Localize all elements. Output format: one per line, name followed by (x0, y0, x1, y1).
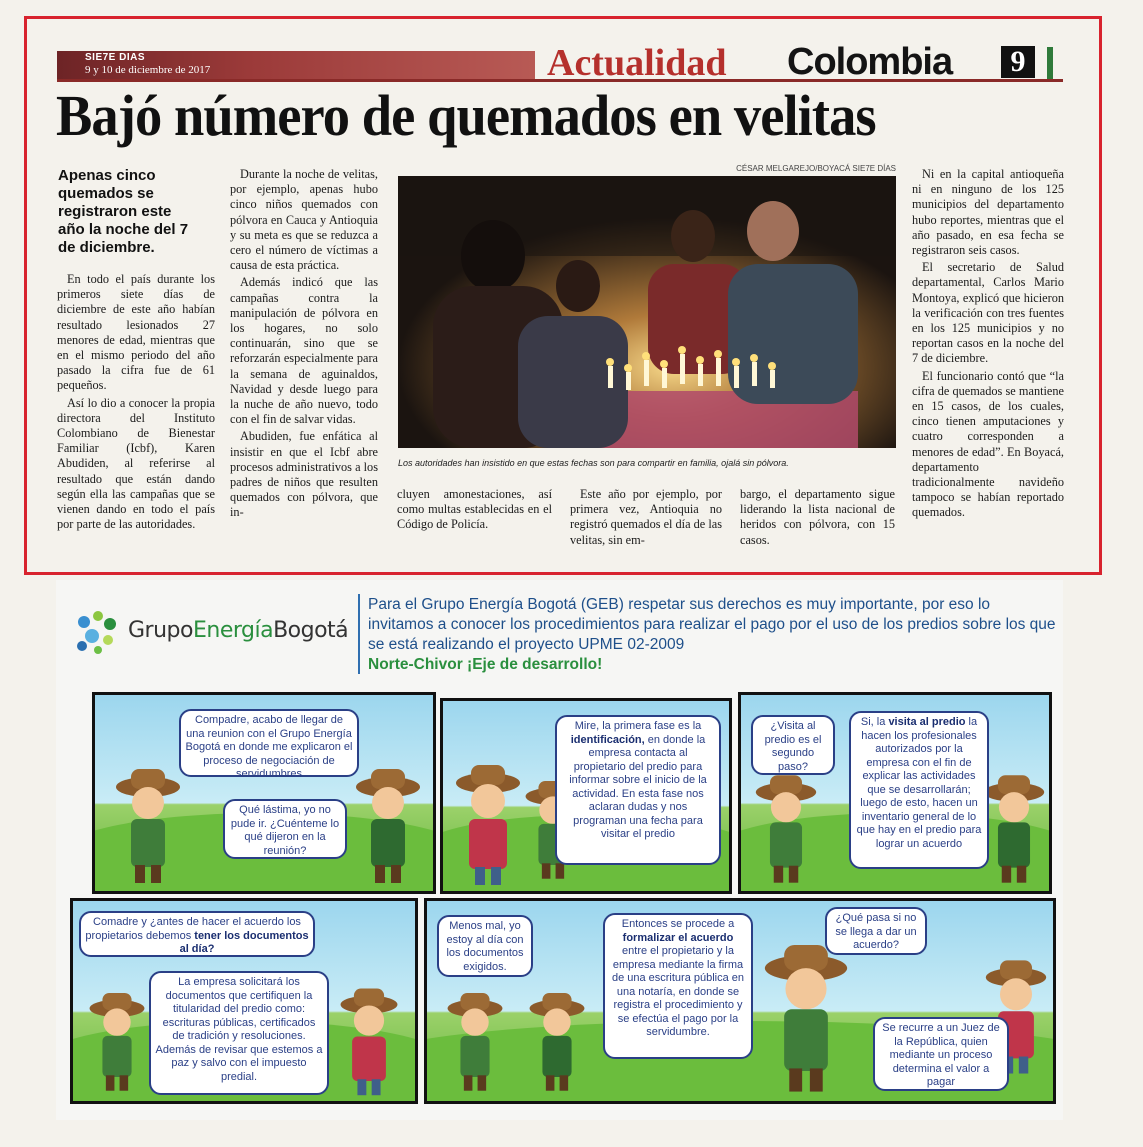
paragraph: El funcionario contó que “la cifra de quemados se mantiene en 15 casos, de los cuales, cinco tienen amputaciones y cuatro corresponden a menores de edad”. En Boyacá, departamento tradicionalmente navideño tampoco se habían reportado quemados. (912, 368, 1064, 520)
article-column-2 (230, 167, 378, 523)
farmer-icon (113, 765, 183, 885)
bubble-text: Comadre y ¿antes de hacer el acuerdo los propietarios debemos (85, 916, 301, 942)
comic-panel-2 (440, 698, 732, 894)
farmer-icon (753, 769, 819, 887)
bubble-text: en donde la empresa contacta al propietario del predio para informar sobre el inicio de la actividad. En esta fase nos aclaran dudas y nos programan una fecha para visitar el predio (569, 733, 707, 840)
speech-bubble: Compadre, acabo de llegar de una reunion con el Grupo Energía Bogotá en donde me explicaron el proceso de negociación de servidumbres (179, 709, 359, 777)
paragraph: Abudiden, fue enfática al insistir en que el Icbf abre procesos administrativos a los padres de niños que resulten quemados con pólvora, que in- (230, 429, 378, 520)
section-subtitle: Colombia (787, 41, 953, 83)
bubble-text: Mire, la primera fase es la (574, 720, 702, 732)
photo-credit: CÉSAR MELGAREJO/BOYACÁ SIE7E DÍAS (736, 164, 896, 173)
issue-date: 9 y 10 de diciembre de 2017 (85, 64, 211, 76)
bubble-emphasis: identificación, (570, 733, 645, 746)
farmer-icon (445, 985, 505, 1097)
farmer-icon (981, 769, 1047, 887)
farmer-woman-icon (453, 761, 523, 887)
bubble-text: Entonces se procede a (621, 918, 735, 930)
paragraph: cluyen amonestaciones, así como multas establecidas en el Código de Policía. (397, 487, 552, 532)
logo-part: Bogotá (273, 618, 349, 643)
speech-bubble (849, 711, 989, 869)
speech-bubble (603, 913, 753, 1059)
farmer-icon (353, 765, 423, 885)
geb-logo-icon (72, 608, 122, 658)
article-column-3 (397, 487, 552, 535)
bubble-emphasis: formalizar el acuerdo (622, 931, 734, 944)
paragraph: Este año por ejemplo, por primera vez, Antioquia no registró quemados el día de las velitas, sin em- (570, 487, 722, 547)
paragraph: En todo el país durante los primeros siete días de diciembre de este año habían resultado lesionados 27 menores de edad, mientras que en el mismo periodo del año pasado la cifra fue de 61 pequeños. (57, 272, 215, 393)
header-accent (1047, 47, 1053, 79)
bubble-emphasis: tener los documentos al día? (179, 929, 309, 955)
logo-part: Energía (192, 618, 274, 643)
ad-slogan: Norte-Chivor ¡Eje de desarrollo! (368, 656, 603, 673)
paragraph: El secretario de Salud departamental, Carlos Mario Montoya, explicó que hicieron la verificación con tres fuentes en los 125 municipios y no reportan casos en la noche del 7 de diciembre. (912, 260, 1064, 366)
article-column-5 (740, 487, 895, 550)
photo-caption: Los autoridades han insistido en que estas fechas son para compartir en familia, ojalá sin pólvora. (398, 458, 789, 468)
section-title: Actualidad (547, 42, 727, 84)
paragraph: Además indicó que las campañas contra la manipulación de pólvora en los hogares, no solo continuarán, sino que se reforzarán especialmente para la semana de aguinaldos, Navidad y desde luego para la nuche de año nuevo, todo con el fin de salvar vidas. (230, 275, 378, 427)
ad-intro: Para el Grupo Energía Bogotá (GEB) respetar sus derechos es muy importante, por eso lo invitamos a conocer los procedimientos para realizar el pago por el uso de los predios sobre los que se está realizando el proyecto UPME 02-2009 (368, 596, 1056, 653)
comic-panel-1 (92, 692, 436, 894)
divider (358, 594, 360, 674)
farmer-woman-icon (337, 985, 401, 1097)
article-column-6 (912, 167, 1064, 523)
paragraph: Así lo dio a conocer la propia directora del Instituto Colombiano de Bienestar Familiar (Icbf), Karen Abudiden, al referirse al resultado que están dando según ella las campañas que se vienen dando en todo el país por parte de las autoridades. (57, 395, 215, 532)
newspaper-name: SIE7E DIAS (85, 52, 146, 63)
article-photo (398, 176, 896, 448)
advertisement (56, 580, 1063, 1120)
bubble-text: la hacen los profesionales autorizados por la empresa con el fin de explicar las actividades que se desarrollarán; luego de esto, hacen un inventario general de lo que hay en el predio para lograr un acuerdo (856, 716, 982, 850)
speech-bubble (79, 911, 315, 957)
speech-bubble: La empresa solicitará los documentos que certifiquen la titularidad del predio como: escrituras públicas, certificados de tradición y resoluciones. Además de revisar que estemos a paz y salvo con el impuesto predial. (149, 971, 329, 1095)
page-header (57, 43, 1063, 85)
speech-bubble: ¿Visita al predio es el segundo paso? (751, 715, 835, 775)
speech-bubble (555, 715, 721, 865)
bubble-emphasis: visita al predio (888, 716, 966, 728)
paragraph: bargo, el departamento sigue liderando la lista nacional de heridos con pólvora, con 15 casos. (740, 487, 895, 547)
article-column-4 (570, 487, 722, 550)
speech-bubble: Qué lástima, yo no pude ir. ¿Cuénteme lo qué dijeron en la reunión? (223, 799, 347, 859)
logo-part: Grupo (128, 618, 193, 643)
headline: Bajó número de quemados en velitas (56, 83, 876, 148)
bubble-text: entre el propietario y la empresa mediante la firma de una escritura pública en una notaría, en donde se registra el procedimiento y se efectúa el pago por la servidumbre. (611, 945, 745, 1038)
speech-bubble: ¿Qué pasa si no se llega a dar un acuerdo? (825, 907, 927, 955)
farmer-icon (87, 985, 147, 1097)
paragraph: Durante la noche de velitas, por ejemplo, apenas hubo cinco niños quemados con pólvora en Cauca y Antioquia y su meta es que se reduzca a cero el número de víctimas a causa de esta práctica. (230, 167, 378, 273)
page-number: 9 (1001, 46, 1035, 78)
lead-paragraph: Apenas cinco quemados se registraron este año la noche del 7 de diciembre. (58, 167, 189, 256)
speech-bubble: Se recurre a un Juez de la República, quien mediante un proceso determina el valor a pagar (873, 1017, 1009, 1091)
comic-panel-5 (424, 898, 1056, 1104)
bubble-text: Si, la (860, 716, 886, 728)
farmer-icon (761, 937, 851, 1097)
comic-panel-3 (738, 692, 1052, 894)
farmer-icon (527, 985, 587, 1097)
paragraph: Ni en la capital antioqueña ni en ninguno de los 125 municipios del departamento hubo reportes, mientras que el año pasado, en esa fecha se registraron seis casos. (912, 167, 1064, 258)
comic-panel-4 (70, 898, 418, 1104)
geb-logo-text (128, 618, 348, 643)
article-column-1 (57, 272, 215, 534)
speech-bubble: Menos mal, yo estoy al día con los documentos exigidos. (437, 915, 533, 977)
